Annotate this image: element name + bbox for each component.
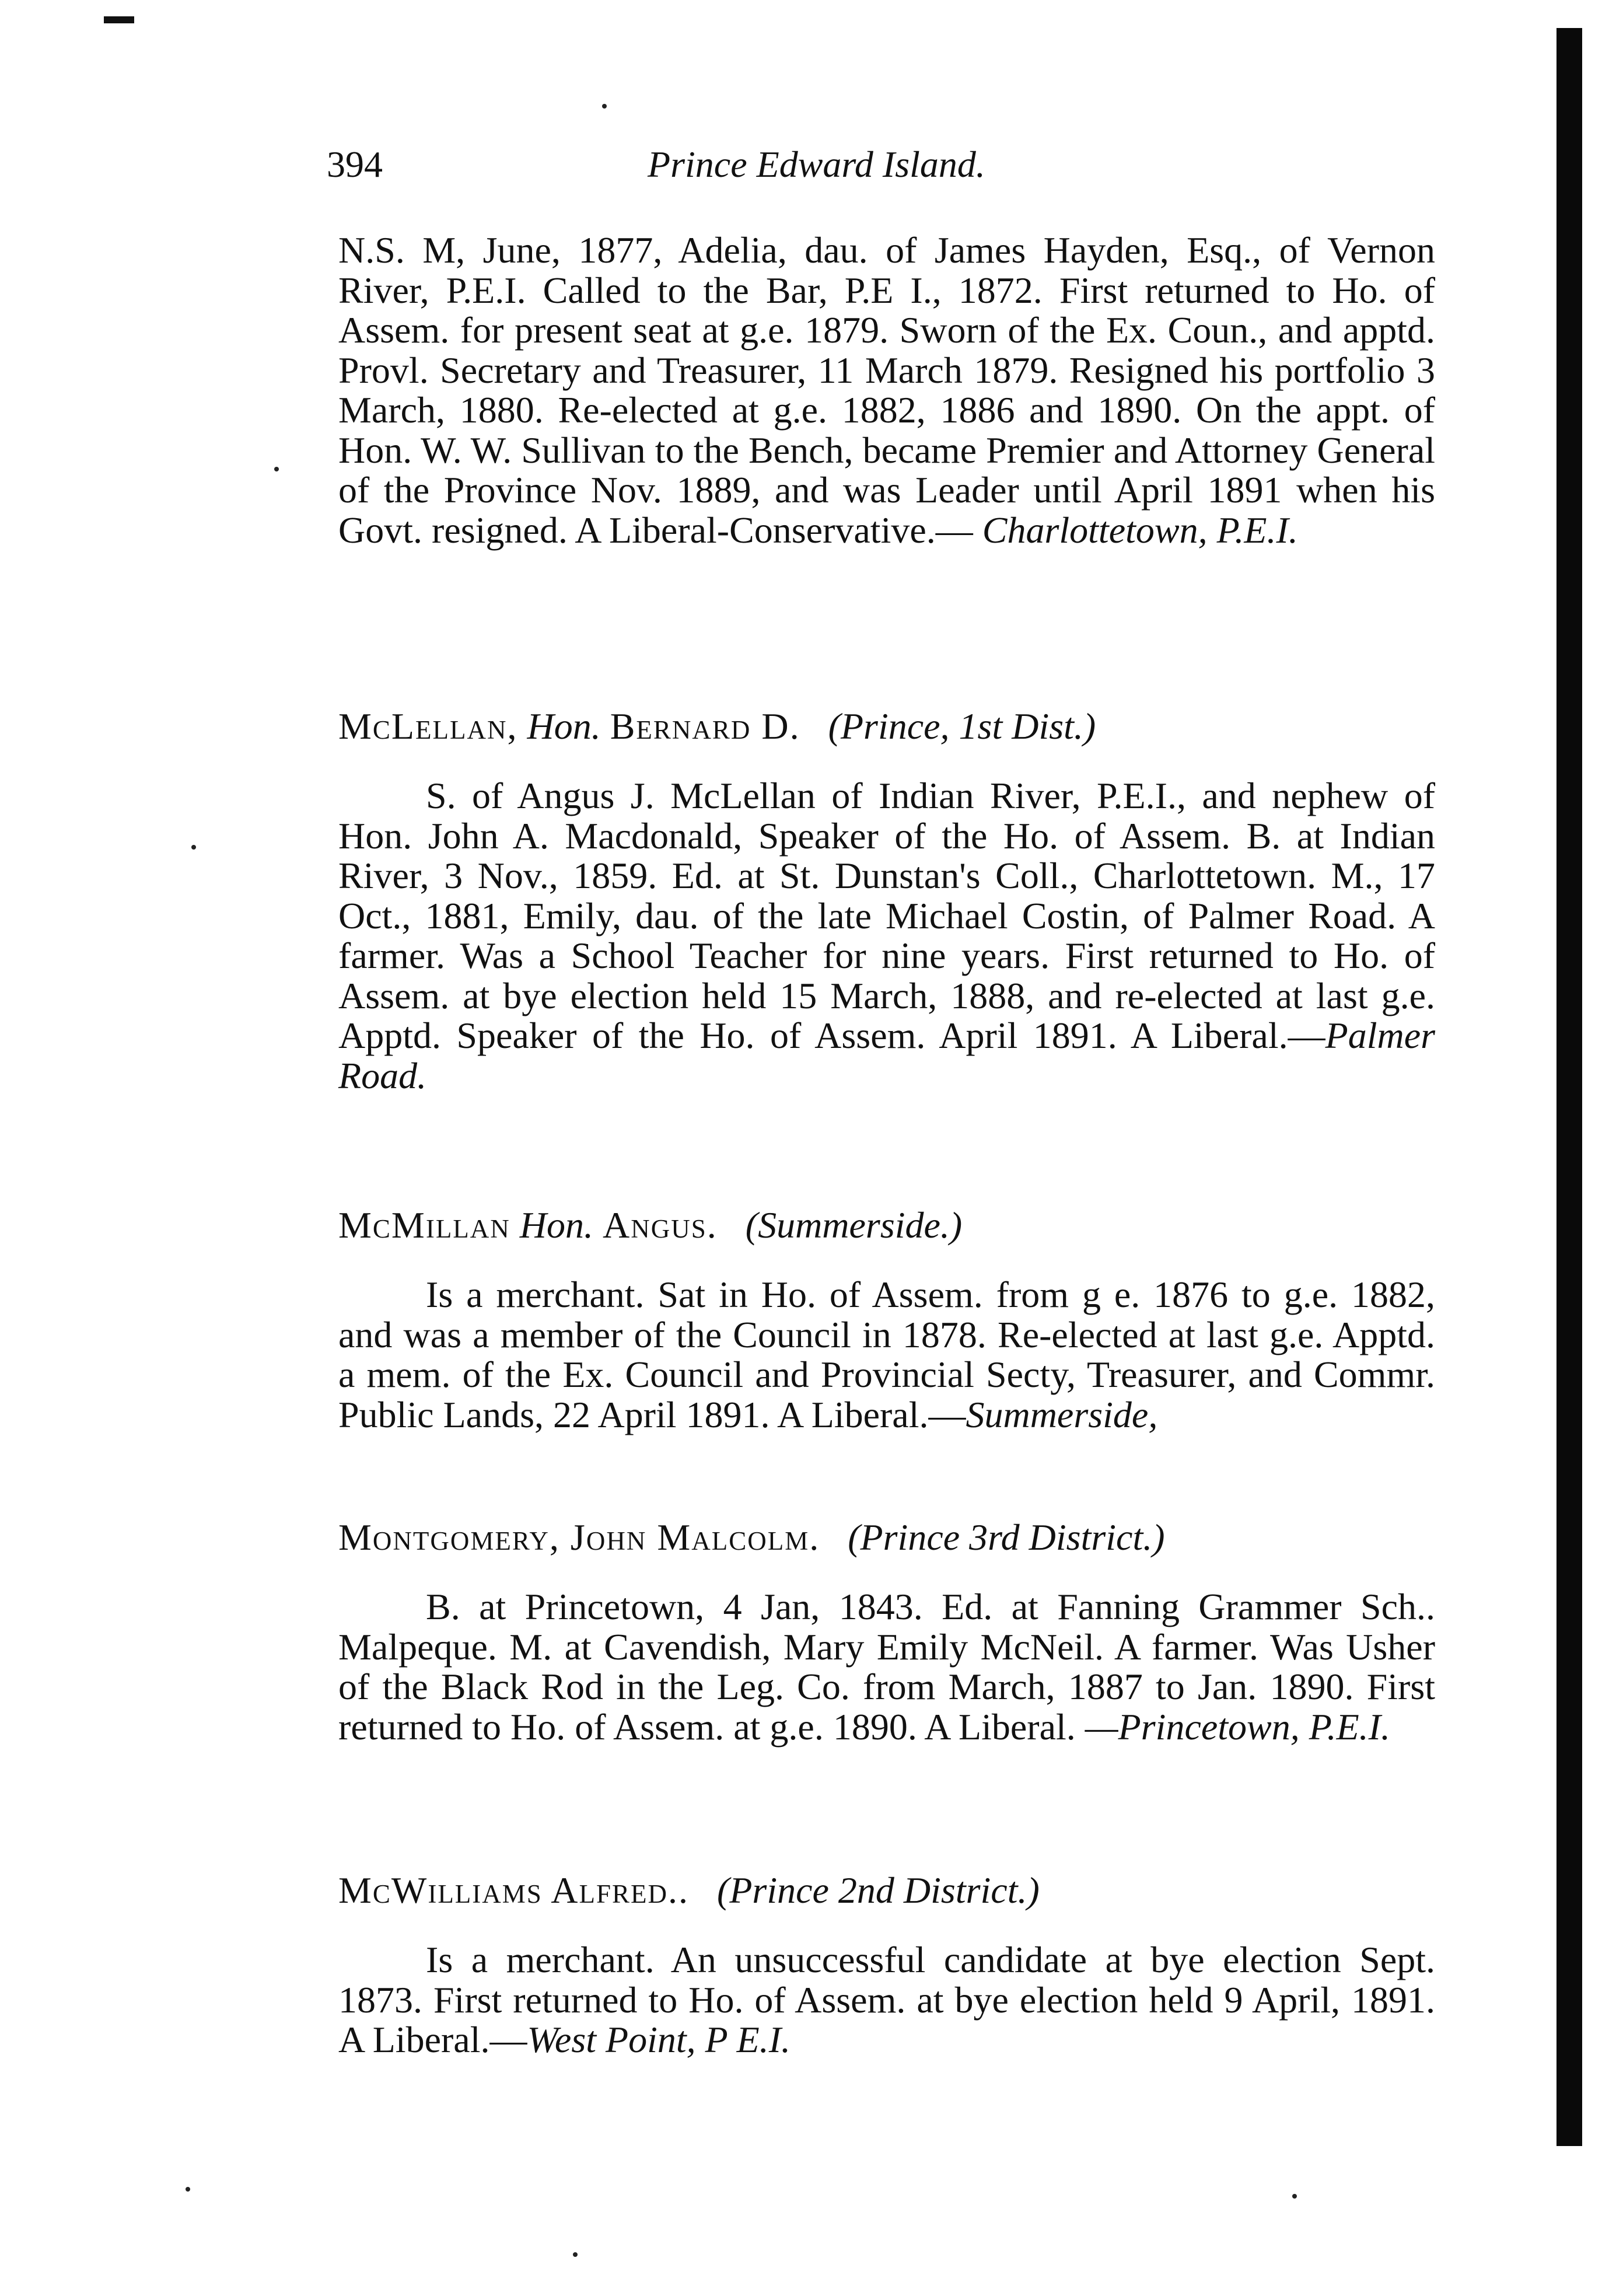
scan-speck — [191, 845, 196, 850]
scan-edge-shadow — [1556, 28, 1582, 2146]
entry-address: Summerside, — [966, 1393, 1158, 1435]
entry-given-names: Angus. — [603, 1204, 718, 1246]
entry-constituency: (Prince, 1st Dist.) — [828, 705, 1096, 747]
scan-speck — [274, 467, 279, 471]
entry-name: Montgomery, John Malcolm. — [338, 1516, 820, 1558]
entry-honorific: Hon. — [519, 1204, 594, 1246]
entry-body: N.S. M, June, 1877, Adelia, dau. of James Hayden, Esq., of Vernon River, P.E.I. Called to the Bar, P.E I., 1872. First returned to Ho. of Assem. for present seat at g.e. 1879. Sworn of the Ex. Coun., and apptd. Provl. Secretary and Treasurer, 11 March 1879. Resigned his portfolio 3 March, 1880. Re-elected at g.e. 1882, 1886 and 1890. On the appt. of Hon. W. W. Sullivan to the Bench, became Premier and Attorney General of the Province Nov. 1889, and was Leader until April 1891 when his Govt. resigned. A Liberal-Conservative.— — [338, 229, 1435, 551]
entry-heading — [338, 706, 1447, 747]
entry-constituency: (Prince 2nd District.) — [717, 1869, 1040, 1911]
entry-body: Is a merchant. An unsuccessful candidate at bye election Sept. 1873. First returned to Ho. of Assem. at bye election held 9 April, 1891. A Liberal.— — [338, 1939, 1435, 2060]
scan-speck — [1292, 2194, 1297, 2199]
entry-text — [338, 1587, 1435, 1747]
entry-continued — [338, 230, 1435, 550]
entry-text — [338, 776, 1435, 1096]
entry-name: McWilliams Alfred.. — [338, 1869, 690, 1911]
running-header — [327, 143, 1441, 195]
scan-mark — [104, 16, 134, 23]
entry-constituency: (Prince 3rd District.) — [848, 1516, 1165, 1558]
entry-honorific: Hon. — [527, 705, 601, 747]
scan-speck — [573, 2252, 578, 2257]
running-title: Prince Edward Island. — [648, 144, 985, 185]
scan-speck — [186, 2187, 190, 2192]
entry-text — [338, 1275, 1435, 1435]
entry-constituency: (Summerside.) — [745, 1204, 963, 1246]
entry-surname: McLellan, — [338, 705, 518, 747]
page-number: 394 — [327, 144, 383, 185]
scan-speck — [602, 104, 607, 109]
entry-body: Is a merchant. Sat in Ho. of Assem. from g e. 1876 to g.e. 1882, and was a member of the Council in 1878. Re-elected at last g.e. Apptd. a mem. of the Ex. Council and Provincial Secty, Treasurer, and Commr. Public Lands, 22 April 1891. A Liberal.— — [338, 1274, 1435, 1435]
entry-address: Palmer Road. — [338, 1015, 1435, 1096]
entry-heading — [338, 1517, 1447, 1558]
entry-address: —Princetown, P.E.I. — [1085, 1706, 1390, 1748]
entry-surname: McMillan — [338, 1204, 510, 1246]
entry-heading — [338, 1205, 1447, 1246]
entry-given-names: Bernard D. — [610, 705, 800, 747]
entry-address: Charlottetown, P.E.I. — [982, 509, 1298, 551]
entry-text — [338, 1940, 1435, 2060]
entry-body: S. of Angus J. McLellan of Indian River, P.E.I., and nephew of Hon. John A. Macdonald, Speaker of the Ho. of Assem. B. at Indian River, 3 Nov., 1859. Ed. at St. Dunstan's Coll., Charlottetown. M., 17 Oct., 1881, Emily, dau. of the late Michael Costin, of Palmer Road. A farmer. Was a School Teacher for nine years. First returned to Ho. of Assem. at bye election held 15 March, 1888, and re-elected at last g.e. Apptd. Speaker of the Ho. of Assem. April 1891. A Liberal.— — [338, 775, 1435, 1056]
entry-address: West Point, P E.I. — [527, 2019, 790, 2060]
entry-heading — [338, 1870, 1447, 1911]
entry-body: B. at Princetown, 4 Jan, 1843. Ed. at Fanning Grammer Sch.. Malpeque. M. at Cavendish, Mary Emily McNeil. A farmer. Was Usher of the Black Rod in the Leg. Co. from March, 1887 to Jan. 1890. First returned to Ho. of Assem. at g.e. 1890. A Liberal. — [338, 1586, 1435, 1748]
